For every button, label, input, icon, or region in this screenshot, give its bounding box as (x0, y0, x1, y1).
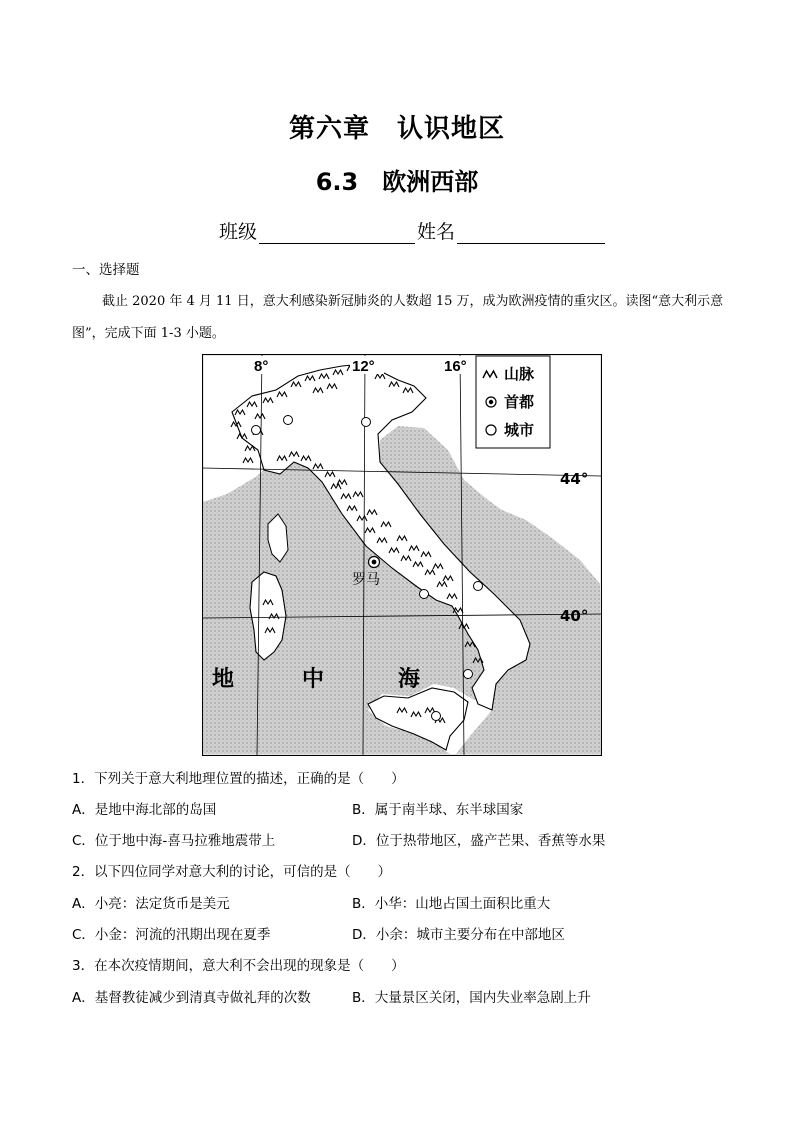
q2-option-b[interactable]: B．小华：山地占国土面积比重大 (352, 896, 551, 912)
intro-paragraph: 截止 2020 年 4 月 11 日，意大利感染新冠肺炎的人数超 15 万，成为欧洲疫情的重灾区。读图“意大利示意图”，完成下面 1-3 小题。 (72, 294, 724, 341)
question-2-stem: 2．以下四位同学对意大利的讨论，可信的是（ ） (72, 864, 392, 880)
lon-label-8: 8° (254, 358, 269, 375)
q3-option-a[interactable]: A．基督教徒减少到清真寺做礼拜的次数 (72, 990, 311, 1006)
lon-label-12: 12° (352, 358, 375, 375)
lat-label-44: 44° (560, 470, 589, 488)
q2-option-a[interactable]: A．小亮：法定货币是美元 (72, 896, 230, 912)
legend-city-label: 城市 (504, 422, 535, 439)
capital-marker (369, 557, 380, 568)
student-info-line (219, 217, 607, 244)
name-blank[interactable] (457, 221, 605, 244)
chapter-title: 第六章 认识地区 (288, 114, 505, 144)
q1-option-c[interactable]: C．位于地中海-喜马拉雅地震带上 (72, 833, 276, 849)
question-3-stem: 3．在本次疫情期间，意大利不会出现的现象是（ ） (72, 958, 405, 974)
legend-capital-label: 首都 (504, 394, 535, 411)
q2-option-d[interactable]: D．小余：城市主要分布在中部地区 (352, 927, 565, 943)
sea-char-2: 中 (302, 666, 325, 691)
capital-icon (486, 397, 496, 407)
section-title: 6.3 欧洲西部 (315, 168, 479, 196)
city-icon (486, 425, 496, 435)
capital-label: 罗马 (352, 571, 380, 587)
sea-char-1: 地 (212, 666, 235, 691)
q3-option-b[interactable]: B．大量景区关闭，国内失业率急剧上升 (352, 990, 591, 1006)
legend-mountain-label: 山脉 (504, 366, 535, 383)
q2-option-c[interactable]: C．小金：河流的汛期出现在夏季 (72, 927, 271, 943)
lat-label-40: 40° (560, 607, 589, 625)
q1-option-d[interactable]: D．位于热带地区，盛产芒果、香蕉等水果 (352, 833, 606, 849)
lon-label-16: 16° (444, 358, 467, 375)
map-legend (476, 356, 550, 448)
q1-option-a[interactable]: A．是地中海北部的岛国 (72, 802, 217, 818)
class-label: 班级 (219, 221, 258, 243)
italy-map (202, 354, 602, 756)
part-heading: 一、选择题 (72, 262, 140, 278)
name-label: 姓名 (417, 221, 456, 243)
question-1-stem: 1．下列关于意大利地理位置的描述，正确的是（ ） (72, 771, 405, 787)
sea-char-3: 海 (398, 666, 421, 691)
class-blank[interactable] (259, 221, 415, 244)
q1-option-b[interactable]: B．属于南半球、东半球国家 (352, 802, 524, 818)
